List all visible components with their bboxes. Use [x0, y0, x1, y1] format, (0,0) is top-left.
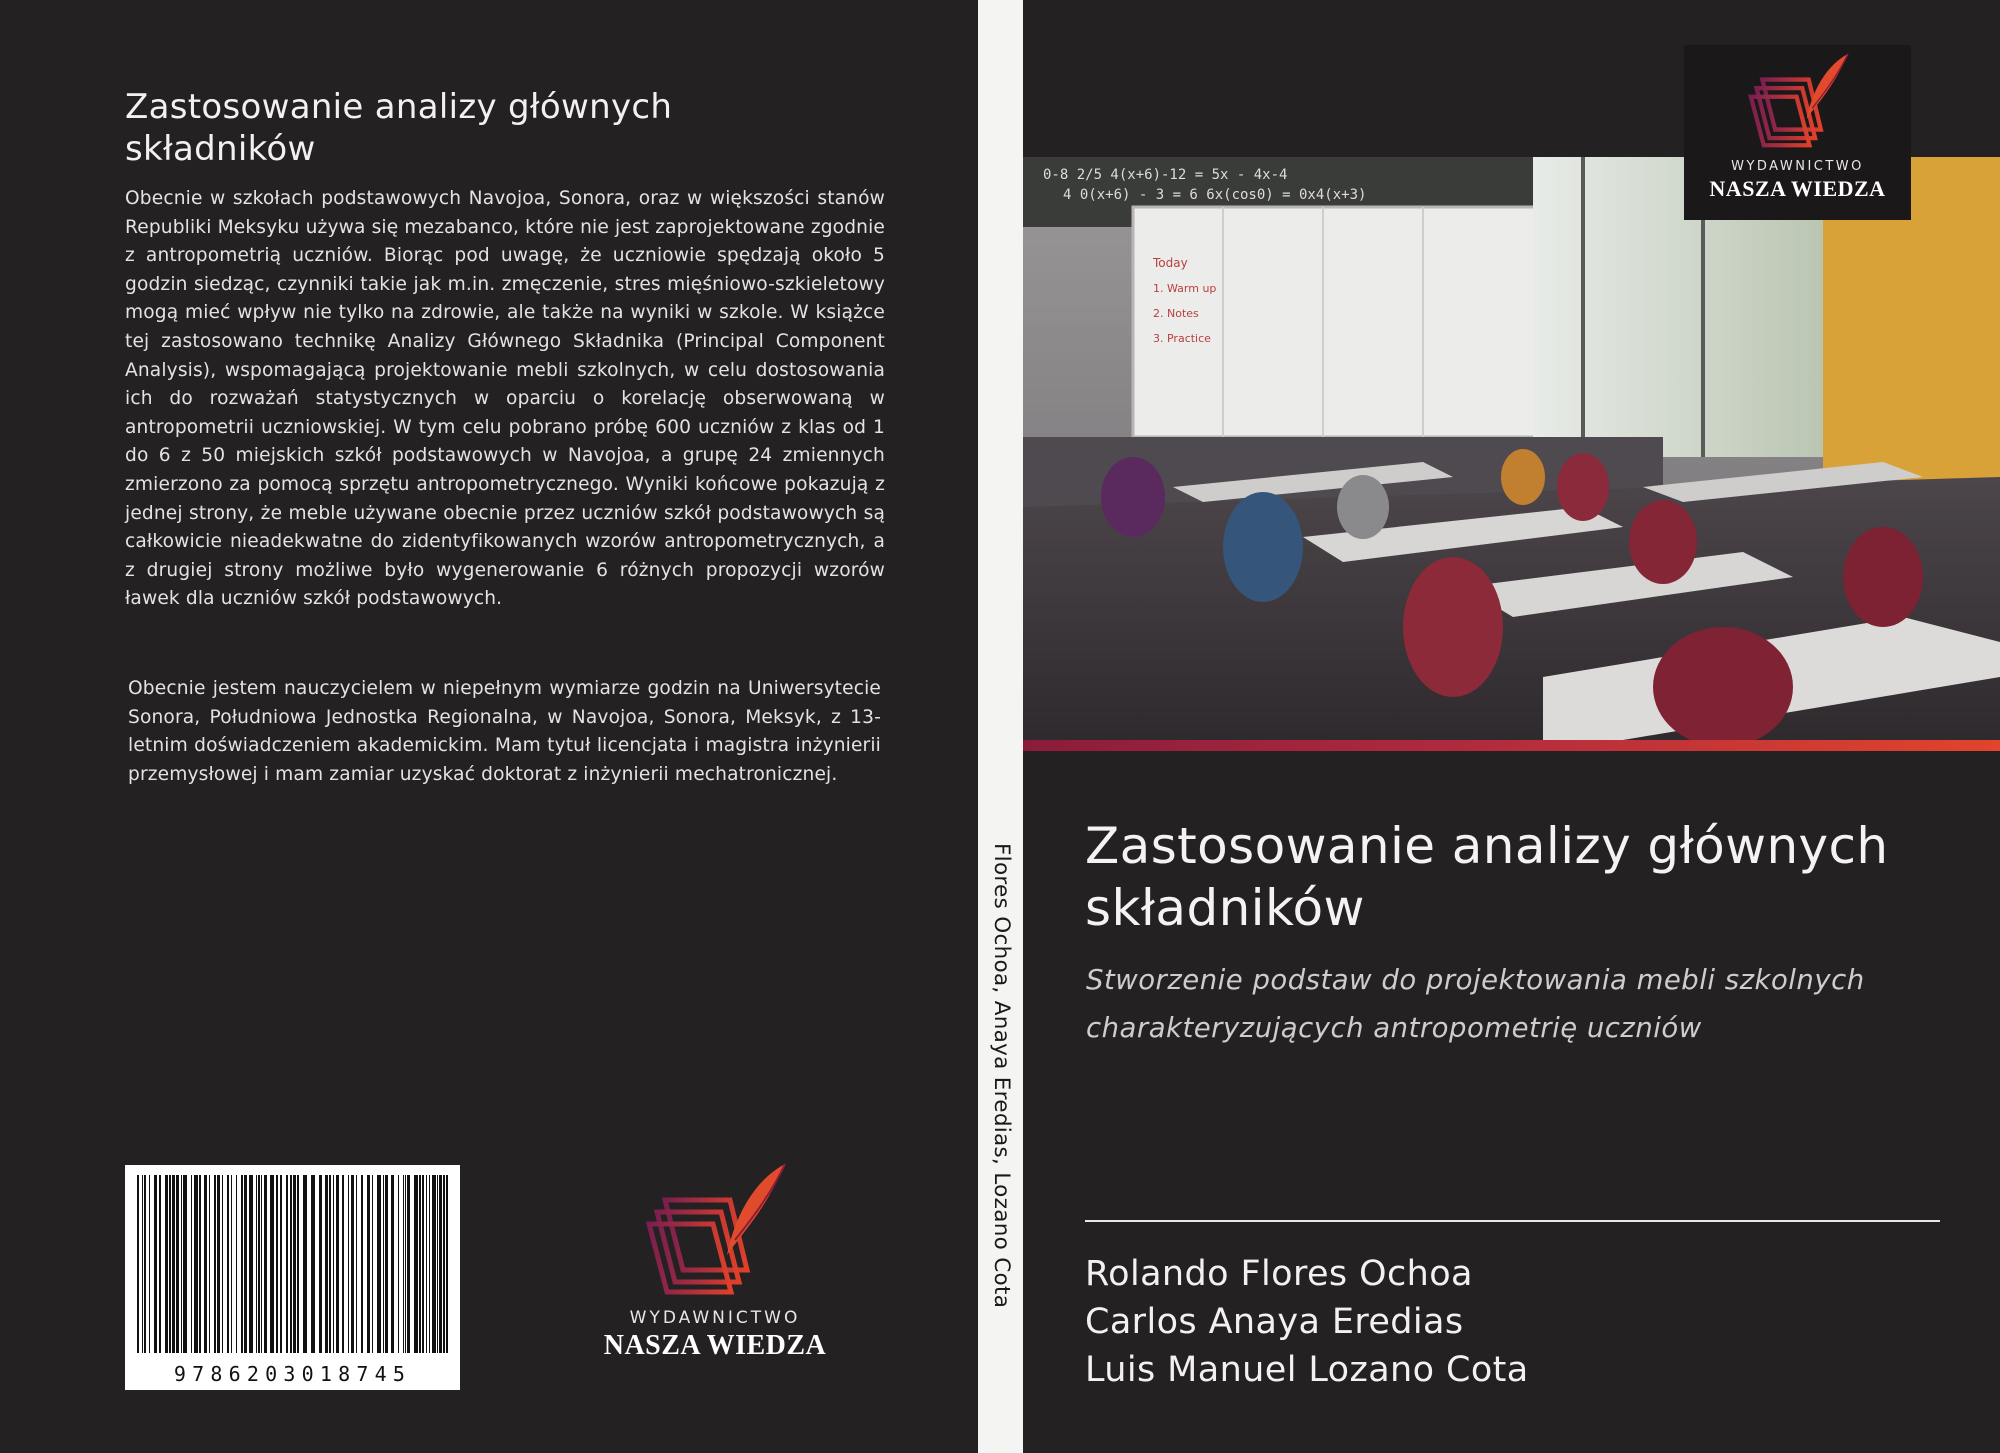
barcode-bar: [231, 1175, 232, 1353]
barcode-bar: [398, 1175, 399, 1353]
barcode-bar: [222, 1175, 223, 1353]
barcode-bar: [236, 1175, 237, 1353]
barcode-bar: [356, 1175, 357, 1353]
publisher-logo-icon: [1738, 51, 1858, 151]
back-cover: [0, 0, 978, 1453]
author-name: Luis Manuel Lozano Cota: [1085, 1350, 1529, 1390]
barcode-bar: [280, 1175, 282, 1353]
barcode-bar: [270, 1175, 274, 1353]
divider: [1085, 1220, 1940, 1222]
barcode-bar: [137, 1175, 139, 1353]
barcode-number: 9786203018745: [125, 1362, 460, 1386]
author-name: Carlos Anaya Eredias: [1085, 1302, 1464, 1342]
svg-text:Today: Today: [1153, 256, 1188, 270]
barcode-bar: [244, 1175, 247, 1353]
svg-text:2. Notes: 2. Notes: [1153, 307, 1199, 320]
back-cover-title: Zastosowanie analizy głównych składników: [125, 87, 673, 169]
barcode-bar: [227, 1175, 229, 1353]
barcode-bar: [439, 1175, 442, 1353]
svg-text:0-8 2/5 4(x+6)-12 = 5x - 4x-4: 0-8 2/5 4(x+6)-12 = 5x - 4x-4: [1043, 167, 1288, 183]
barcode-bar: [333, 1175, 334, 1353]
barcode-bar: [217, 1175, 220, 1353]
svg-text:1. Warm up: 1. Warm up: [1153, 282, 1217, 295]
barcode-bar: [367, 1175, 370, 1353]
barcode-bar: [391, 1175, 394, 1353]
barcode-bar: [383, 1175, 384, 1353]
barcode-bar: [348, 1175, 349, 1353]
svg-text:3. Practice: 3. Practice: [1153, 332, 1211, 345]
front-cover-subtitle: Stworzenie podstaw do projektowania mebli szkolnych charakteryzujących antropometrię uczniów: [1086, 964, 1865, 1044]
barcode-bar: [422, 1175, 424, 1353]
barcode-bar: [429, 1175, 430, 1353]
barcode-bar: [258, 1175, 260, 1353]
publisher-logo-back: [580, 1160, 850, 1362]
barcode-bar: [372, 1175, 373, 1353]
barcode-bar: [249, 1175, 253, 1353]
barcode: [125, 1165, 460, 1390]
barcode-bar: [261, 1175, 262, 1353]
barcode-bar: [325, 1175, 328, 1353]
barcode-bar: [329, 1175, 331, 1353]
barcode-bar: [204, 1175, 207, 1353]
barcode-bar: [437, 1175, 438, 1353]
barcode-bar: [209, 1175, 210, 1353]
barcode-bar: [446, 1175, 448, 1353]
spine-authors: Flores Ochoa, Anaya Eredias, Lozano Cota: [989, 843, 1014, 1309]
barcode-bar: [426, 1175, 427, 1353]
back-cover-blurb: Obecnie w szkołach podstawowych Navojoa, Sonora, oraz w większości stanów Republiki Meksyku używa się mezabanco, które nie jest zaprojektowane zgodnie z antropometrią uczniów. Biorąc pod uwagę, że uczniowie spędzają około 5 godzin siedząc, czynniki takie jak m.in. zmęczenie, stres mięśniowo-szkieletowy mogą mieć wpływ nie tylko na zdrowie, ale także na wyniki w szkole. W książce tej zastosowano technikę Analizy Głównego Składnika (Principal Component Analysis), wspomagającą projektowanie mebli szkolnych, w celu dostosowania ich do rozważań statystycznych w oparciu o korelację obserwowaną w antropometrii uczniowskiej. W tym celu pobrano próbę 600 uczniów z klas od 1 do 6 z 50 miejskich szkół podstawowych w Navojoa, a grupę 24 zmiennych zmierzono za pomocą sprzętu antropometrycznego. Wyniki końcowe pokazują z jednej strony, że meble używane obecnie przez uczniów szkół podstawowych są całkowicie nieadekwatne do zidentyfikowanych wzorów antropometrycznych, a z drugiej strony możliwe było wygenerowanie 6 różnych propozycji wzorów ławek dla uczniów szkół podstawowych.: [125, 188, 885, 610]
barcode-bar: [194, 1175, 198, 1353]
barcode-bar: [351, 1175, 354, 1353]
barcode-bar: [181, 1175, 182, 1353]
barcode-bar: [303, 1175, 307, 1353]
svg-text:4 0(x+6) - 3 = 6 6x(cos0) = 0: 4 0(x+6) - 3 = 6 6x(cos0) = 0x4(x+3): [1063, 187, 1367, 203]
barcode-bar: [191, 1175, 192, 1353]
barcode-bar: [264, 1175, 267, 1353]
barcode-bar: [342, 1175, 344, 1353]
barcode-bar: [183, 1175, 187, 1353]
barcode-bar: [172, 1175, 175, 1353]
author-list: [1085, 1250, 1945, 1394]
barcode-bar: [241, 1175, 243, 1353]
barcode-bar: [176, 1175, 179, 1353]
author-name: Rolando Flores Ochoa: [1085, 1254, 1473, 1294]
barcode-bar: [405, 1175, 406, 1353]
barcode-bar: [385, 1175, 388, 1353]
barcode-bar: [311, 1175, 315, 1353]
barcode-bar: [199, 1175, 201, 1353]
accent-stripe: [1023, 740, 2000, 751]
publisher-logo-front: [1684, 45, 1911, 220]
barcode-bar: [293, 1175, 296, 1353]
barcode-bar: [319, 1175, 322, 1353]
author-bio: Obecnie jestem nauczycielem w niepełnym wymiarze godzin na Uniwersytecie Sonora, Południowa Jednostka Regionalna, w Navojoa, Sonora, Meksyk, z 13-letnim doświadczeniem akademickim. Mam tytuł licencjata i magistra inżynierii przemysłowej i mam zamiar uzyskać doktorat z inżynierii mechatronicznej.: [128, 678, 881, 785]
barcode-bar: [414, 1175, 418, 1353]
publisher-name: NASZA WIEDZA: [1709, 176, 1886, 201]
barcode-bar: [169, 1175, 171, 1353]
barcode-bar: [297, 1175, 299, 1353]
barcode-bar: [159, 1175, 161, 1353]
barcode-bars: [125, 1165, 460, 1365]
barcode-bar: [432, 1175, 436, 1353]
barcode-bar: [336, 1175, 339, 1353]
barcode-bar: [154, 1175, 157, 1353]
barcode-bar: [214, 1175, 216, 1353]
barcode-bar: [276, 1175, 278, 1353]
barcode-bar: [407, 1175, 410, 1353]
barcode-bar: [286, 1175, 288, 1353]
barcode-bar: [149, 1175, 150, 1353]
publisher-prefix: WYDAWNICTWO: [1731, 159, 1864, 174]
classroom-photo: [1023, 157, 2000, 740]
publisher-logo-icon: [635, 1160, 795, 1300]
barcode-bar: [377, 1175, 381, 1353]
barcode-bar: [403, 1175, 404, 1353]
barcode-bar: [290, 1175, 292, 1353]
barcode-bar: [256, 1175, 257, 1353]
barcode-bar: [443, 1175, 445, 1353]
publisher-prefix: WYDAWNICTWO: [629, 1308, 801, 1328]
publisher-name: NASZA WIEDZA: [603, 1330, 827, 1361]
barcode-bar: [361, 1175, 363, 1353]
front-cover-title: Zastosowanie analizy głównych składników: [1085, 817, 1889, 937]
barcode-bar: [165, 1175, 168, 1353]
barcode-bar: [419, 1175, 421, 1353]
barcode-bar: [144, 1175, 146, 1353]
barcode-bar: [142, 1175, 143, 1353]
